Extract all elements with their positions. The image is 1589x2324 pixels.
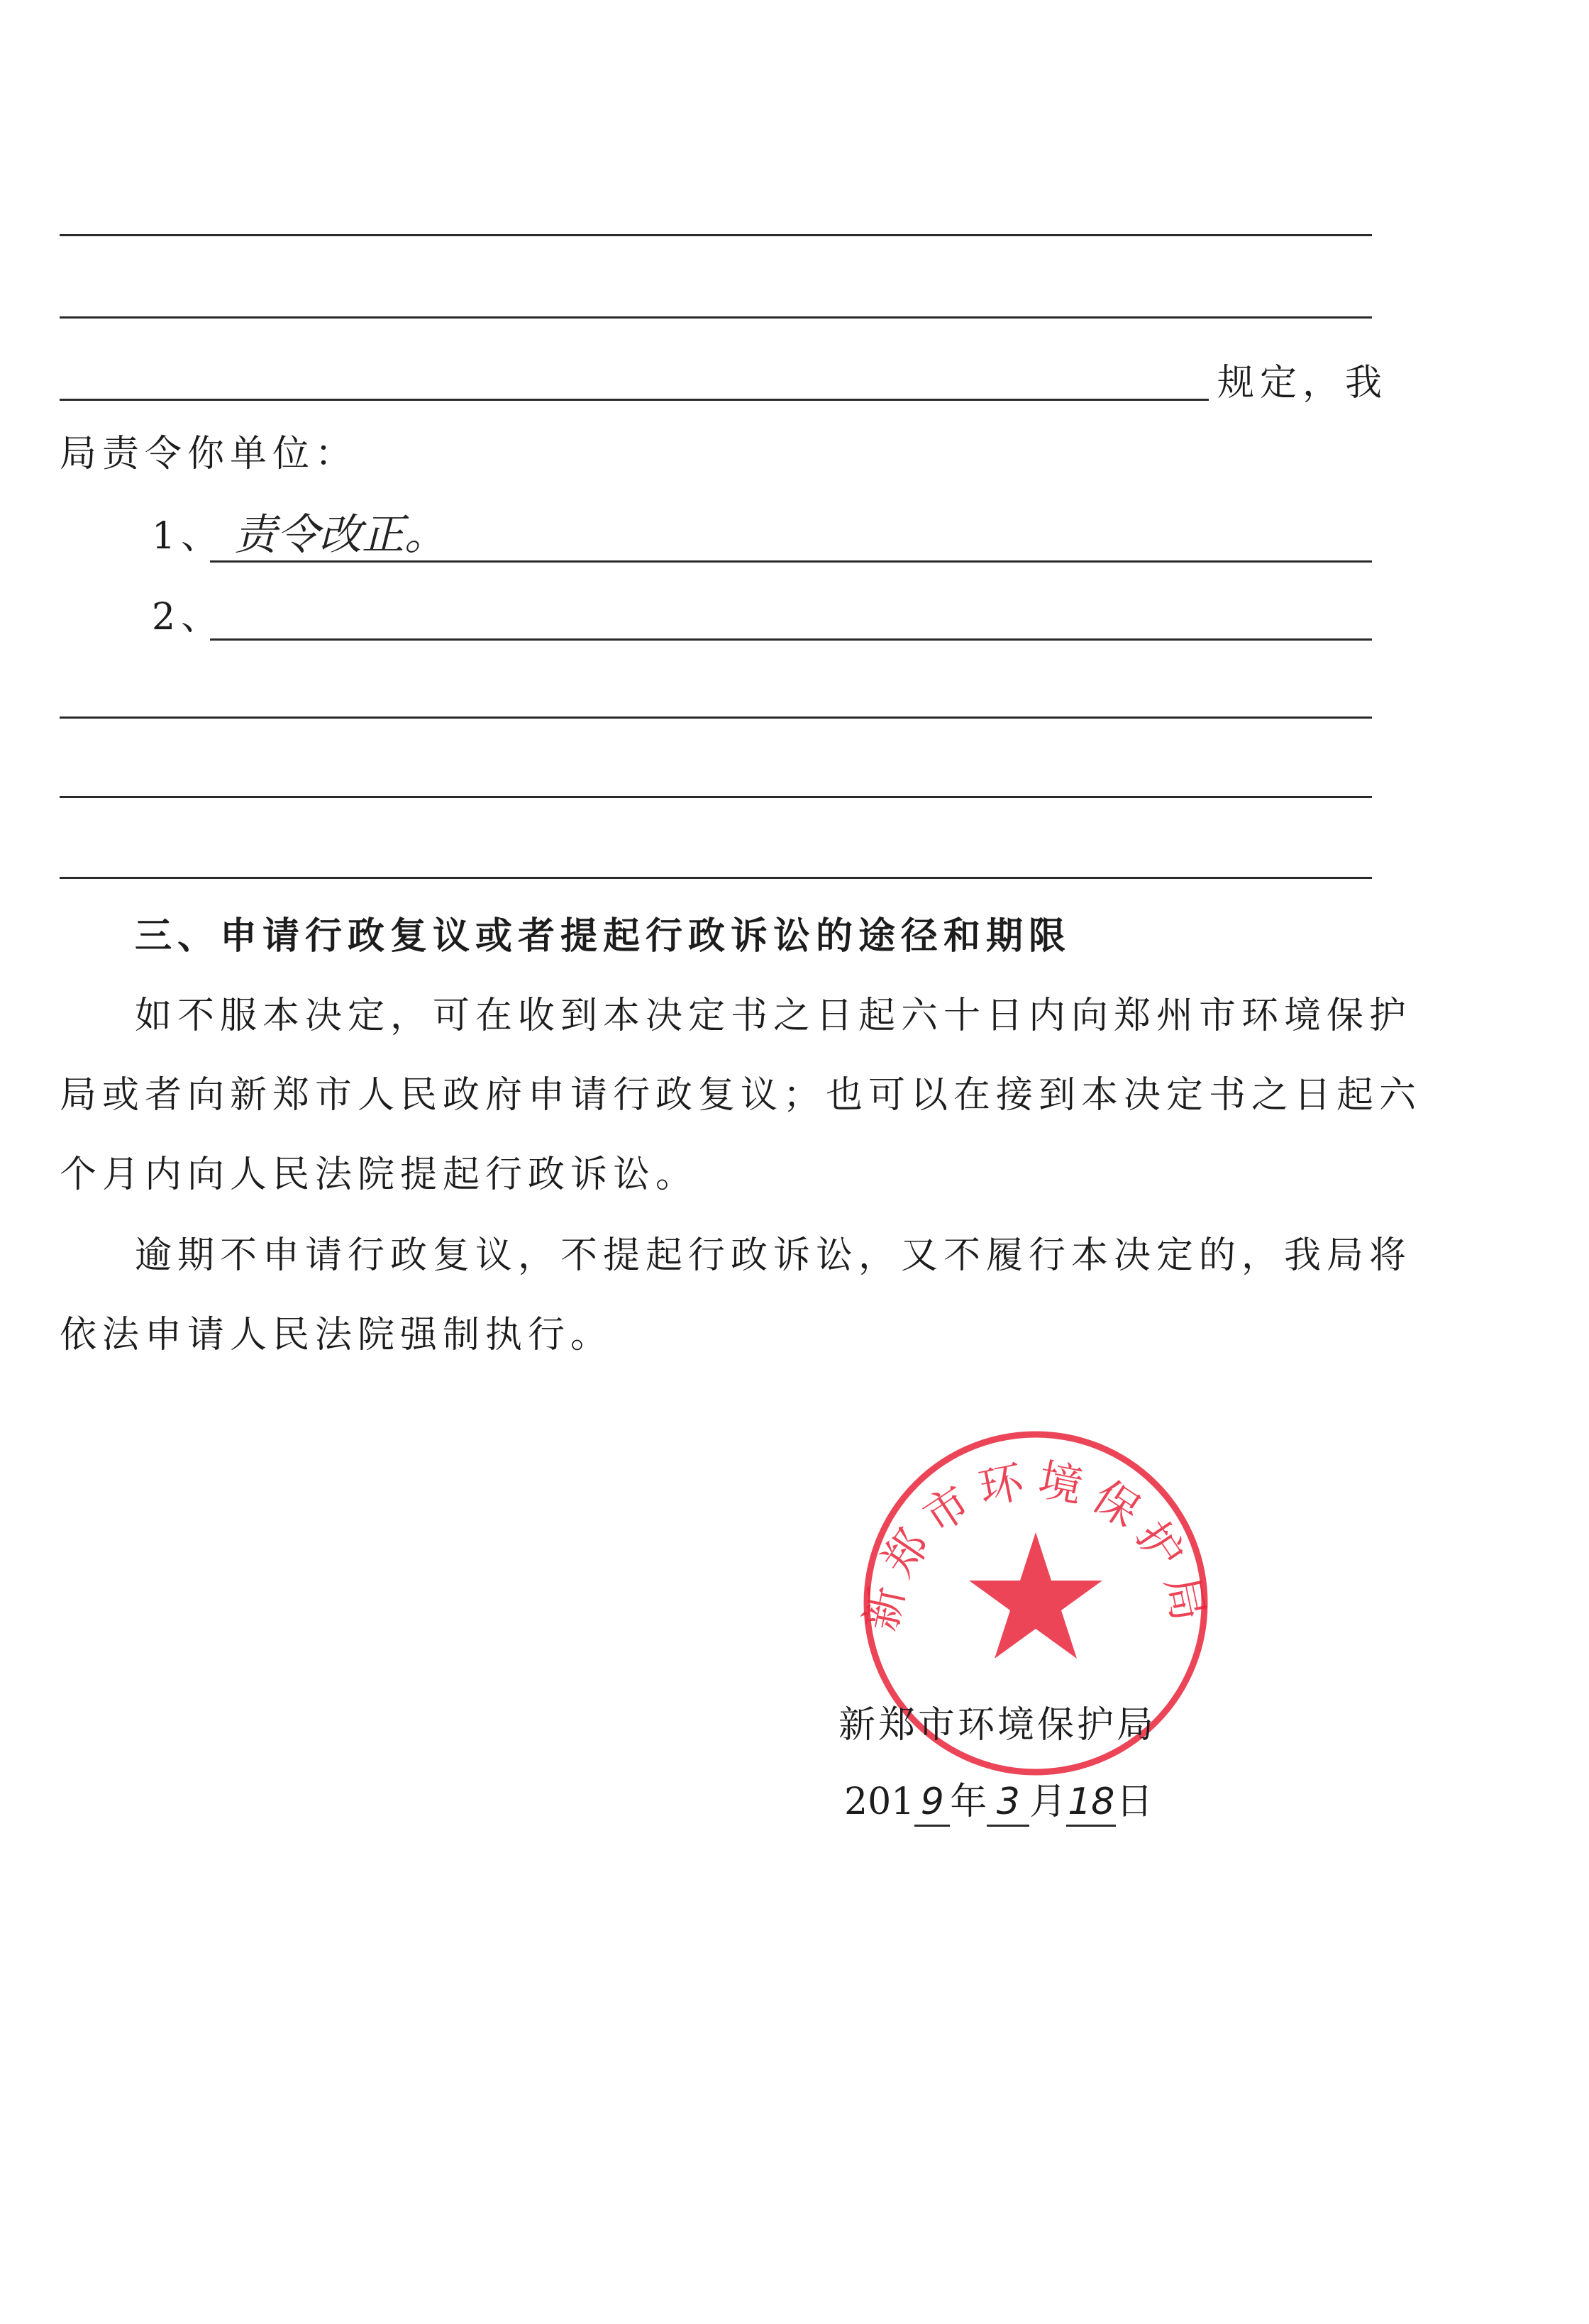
date-month: 3	[987, 1779, 1029, 1827]
blank-line-2	[60, 316, 1372, 319]
appeal-paragraph-line-2: 局或者向新郑市人民政府申请行政复议；也可以在接到本决定书之日起六	[60, 1074, 1422, 1117]
date-year-prefix: 201	[844, 1781, 915, 1823]
section-3-heading: 三、申请行政复议或者提起行政诉讼的途径和期限	[135, 914, 1072, 958]
issuer-name: 新郑市环境保护局	[838, 1704, 1157, 1747]
date-month-label: 月	[1029, 1781, 1067, 1823]
item-2-line	[210, 638, 1372, 641]
issue-date	[844, 1779, 1153, 1827]
item-1-line	[210, 560, 1372, 563]
blank-line-6	[60, 877, 1372, 879]
regulation-suffix: 规定，我	[1217, 362, 1388, 404]
seal-text: 新郑市环境保护局	[854, 1453, 1217, 1636]
date-day-label: 日	[1116, 1781, 1153, 1823]
blank-line-3	[60, 399, 1209, 401]
appeal-paragraph-line-3: 个月内向人民法院提起行政诉讼。	[60, 1153, 699, 1196]
enforcement-paragraph-line-1: 逾期不申请行政复议，不提起行政诉讼，又不履行本决定的，我局将	[135, 1234, 1412, 1277]
seal-star-icon	[969, 1532, 1102, 1659]
enforcement-paragraph-line-2: 依法申请人民法院强制执行。	[60, 1314, 614, 1356]
appeal-paragraph-line-1: 如不服本决定，可在收到本决定书之日起六十日内向郑州市环境保护	[135, 995, 1412, 1037]
blank-line-4	[60, 716, 1372, 719]
date-year-digit: 9	[914, 1779, 950, 1827]
blank-line-5	[60, 796, 1372, 798]
item-1-handwritten-value: 责令改正。	[234, 510, 447, 560]
order-intro: 局责令你单位：	[60, 433, 358, 475]
date-day: 18	[1066, 1779, 1116, 1827]
item-2-number: 2、	[152, 596, 224, 638]
blank-line-1	[60, 234, 1372, 236]
item-1-number: 1、	[152, 515, 224, 558]
date-year-label: 年	[950, 1781, 987, 1823]
